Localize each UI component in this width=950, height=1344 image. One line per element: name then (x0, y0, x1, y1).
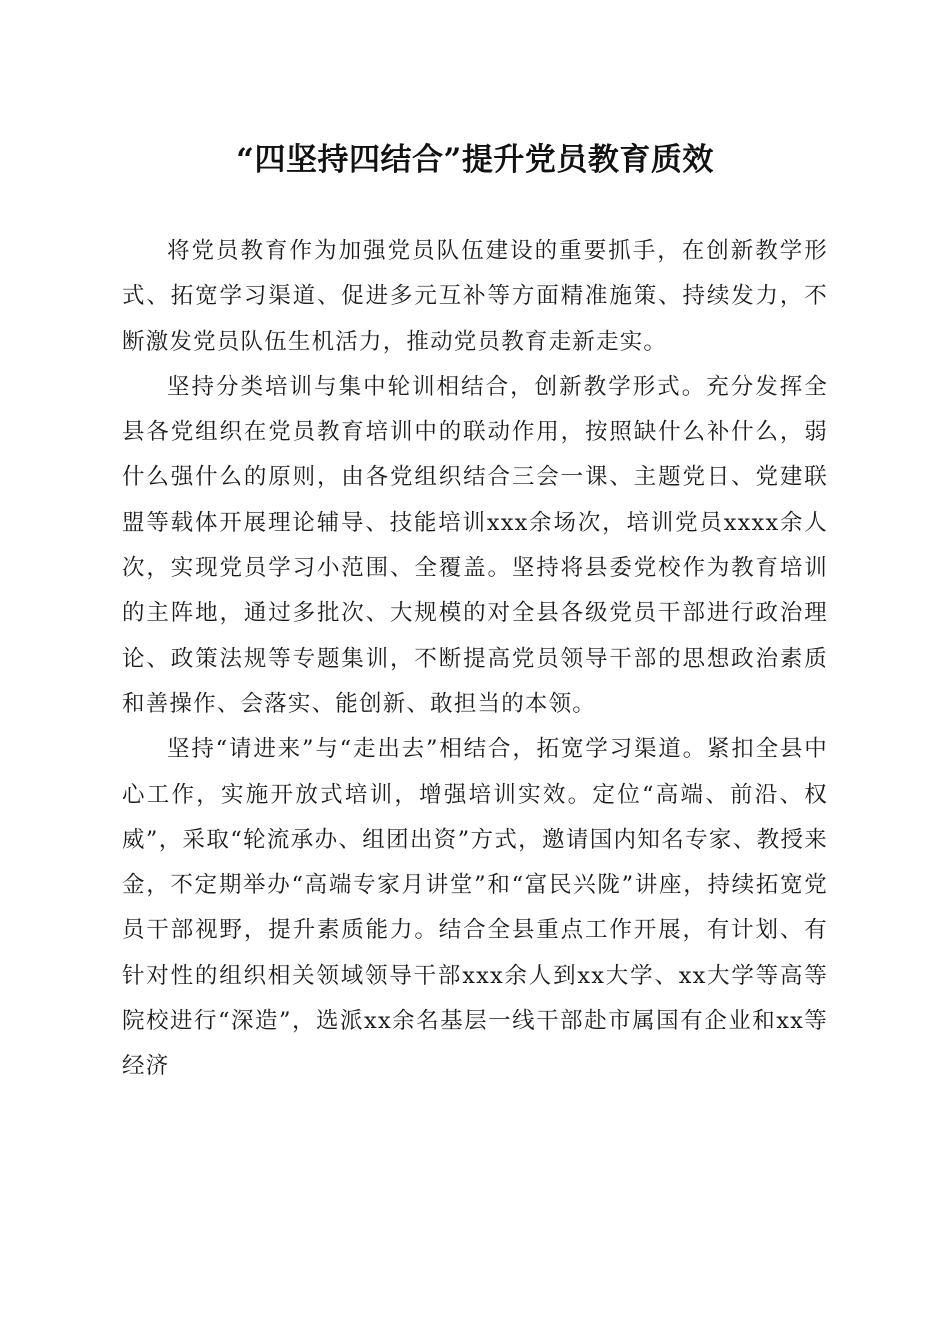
paragraph-intro: 将党员教育作为加强党员队伍建设的重要抓手，在创新教学形式、拓宽学习渠道、促进多元互补等方面精准施策、持续发力，不断激发党员队伍生机活力，推动党员教育走新走实。 (122, 238, 828, 355)
document-title: “四坚持四结合”提升党员教育质效 (236, 142, 714, 178)
paragraph-learning-channels: 坚持“请进来”与“走出去”相结合，拓宽学习渠道。紧扣全县中心工作，实施开放式培训，增强培训实效。定位“高端、前沿、权威”，采取“轮流承办、组团出资”方式，邀请国内知名专家、教授来金，不定期举办“高端专家月讲堂”和“富民兴陇”讲座，持续拓宽党员干部视野，提升素质能力。结合全县重点工作开展，有计划、有针对性的组织相关领域领导干部xxx余人到xx大学、xx大学等高等院校进行“深造”，选派xx余名基层一线干部赴市属国有企业和xx等经济 (122, 736, 828, 1080)
document-body (122, 229, 828, 1090)
paragraph-training-combination: 坚持分类培训与集中轮训相结合，创新教学形式。充分发挥全县各党组织在党员教育培训中的联动作用，按照缺什么补什么，弱什么强什么的原则，由各党组织结合三会一课、主题党日、党建联盟等载体开展理论辅导、技能培训xxx余场次，培训党员xxxx余人次，实现党员学习小范围、全覆盖。坚持将县委党校作为教育培训的主阵地，通过多批次、大规模的对全县各级党员干部进行政治理论、政策法规等专题集训，不断提高党员领导干部的思想政治素质和善操作、会落实、能创新、敢担当的本领。 (122, 373, 828, 717)
